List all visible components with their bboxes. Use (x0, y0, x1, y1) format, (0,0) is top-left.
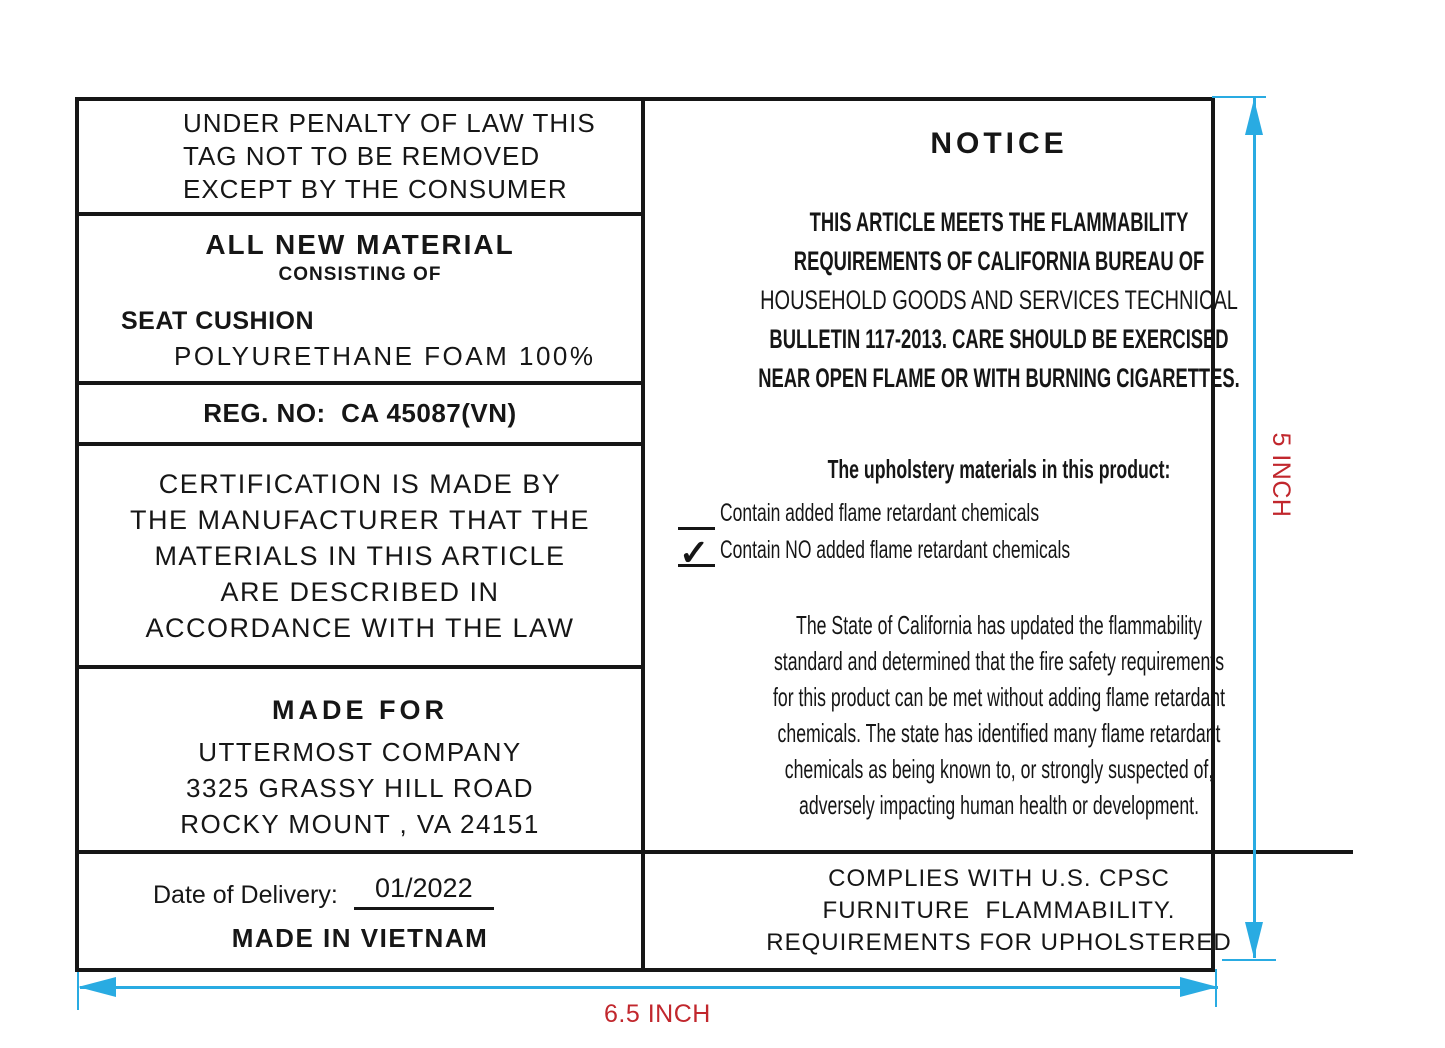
arrow-down-icon (1245, 922, 1263, 958)
registration-number-text: REG. NO: CA 45087(VN) (203, 398, 517, 428)
notice-title: NOTICE (930, 127, 1068, 160)
state-line: The State of California has updated the flammability (796, 610, 1202, 640)
delivery-section (79, 854, 641, 968)
width-dimension-label: 6.5 INCH (604, 1000, 711, 1028)
arrow-up-icon (1245, 99, 1263, 135)
option-no-added-row (678, 530, 1353, 573)
cpsc-line: FURNITURE FLAMMABILITY. (822, 897, 1176, 924)
flammability-line: NEAR OPEN FLAME OR WITH BURNING CIGARETTES. (758, 363, 1240, 393)
state-line: for this product can be met without adding flame retardant (772, 682, 1226, 712)
state-line: chemicals as being known to, or strongly suspected of, (784, 754, 1214, 784)
checkbox-blank-no-added (678, 532, 715, 573)
width-dimension-line (80, 986, 1218, 989)
retardant-options (645, 493, 1353, 573)
made-for-title: MADE FOR (272, 695, 448, 725)
cpsc-line: COMPLIES WITH U.S. CPSC (828, 865, 1170, 892)
checkbox-blank-added (678, 500, 715, 530)
certification-line: THE MANUFACTURER THAT THE (129, 504, 591, 535)
width-dimension-right-tick (1215, 969, 1217, 1007)
made-for-section (79, 669, 641, 854)
checkmark-icon: ✓ (679, 532, 710, 573)
certification-section (79, 446, 641, 669)
left-column (79, 101, 645, 968)
state-paragraph (645, 607, 1353, 823)
flammability-line: REQUIREMENTS OF CALIFORNIA BUREAU OF (793, 246, 1205, 276)
flammability-line: HOUSEHOLD GOODS AND SERVICES TECHNICAL (760, 285, 1238, 315)
material-title: ALL NEW MATERIAL (205, 229, 515, 260)
certification-line: ACCORDANCE WITH THE LAW (145, 612, 575, 643)
certification-line: MATERIALS IN THIS ARTICLE (154, 540, 566, 571)
certification-line: ARE DESCRIBED IN (220, 576, 500, 607)
law-label (75, 97, 1240, 972)
height-dimension-line (1253, 98, 1256, 958)
state-line: chemicals. The state has identified many flame retardant (777, 718, 1221, 748)
component-name: SEAT CUSHION (121, 307, 315, 335)
option-added-row (678, 493, 1353, 530)
arrow-right-icon (1180, 977, 1218, 997)
penalty-line: TAG NOT TO BE REMOVED (183, 141, 541, 171)
height-dimension-top-tick (1212, 96, 1266, 98)
penalty-line: EXCEPT BY THE CONSUMER (183, 174, 568, 204)
penalty-section (79, 101, 641, 216)
registration-number (79, 385, 641, 446)
country-of-origin: MADE IN VIETNAM (231, 923, 489, 953)
company-name: UTTERMOST COMPANY (198, 737, 522, 767)
option-no-added-label: Contain NO added flame retardant chemicals (720, 536, 1071, 564)
flammability-paragraph (645, 203, 1353, 398)
company-street: 3325 GRASSY HILL ROAD (186, 773, 534, 803)
height-dimension-bottom-tick (1222, 959, 1276, 961)
arrow-left-icon (78, 977, 116, 997)
company-city: ROCKY MOUNT , VA 24151 (180, 809, 540, 839)
notice-section (645, 101, 1353, 854)
right-column (645, 101, 1353, 968)
penalty-line: UNDER PENALTY OF LAW THIS (183, 108, 596, 138)
state-line: standard and determined that the fire safety requirements (773, 646, 1225, 676)
option-added-label: Contain added flame retardant chemicals (720, 499, 1040, 527)
delivery-date-label: Date of Delivery: (153, 881, 338, 909)
cpsc-line: REQUIREMENTS FOR UPHOLSTERED (766, 929, 1232, 956)
flammability-line: THIS ARTICLE MEETS THE FLAMMABILITY (809, 207, 1189, 237)
delivery-date-row (79, 873, 641, 910)
delivery-date-value: 01/2022 (354, 873, 494, 910)
height-dimension-label: 5 INCH (1267, 432, 1296, 518)
upholstery-heading: The upholstery materials in this product: (827, 454, 1171, 484)
filling-material: POLYURETHANE FOAM 100% (174, 341, 596, 371)
state-line: adversely impacting human health or development. (798, 790, 1199, 820)
flammability-line: BULLETIN 117-2013. CARE SHOULD BE EXERCISED (769, 324, 1229, 354)
material-subtitle: CONSISTING OF (278, 264, 442, 285)
material-section (79, 216, 641, 385)
certification-line: CERTIFICATION IS MADE BY (158, 468, 562, 499)
